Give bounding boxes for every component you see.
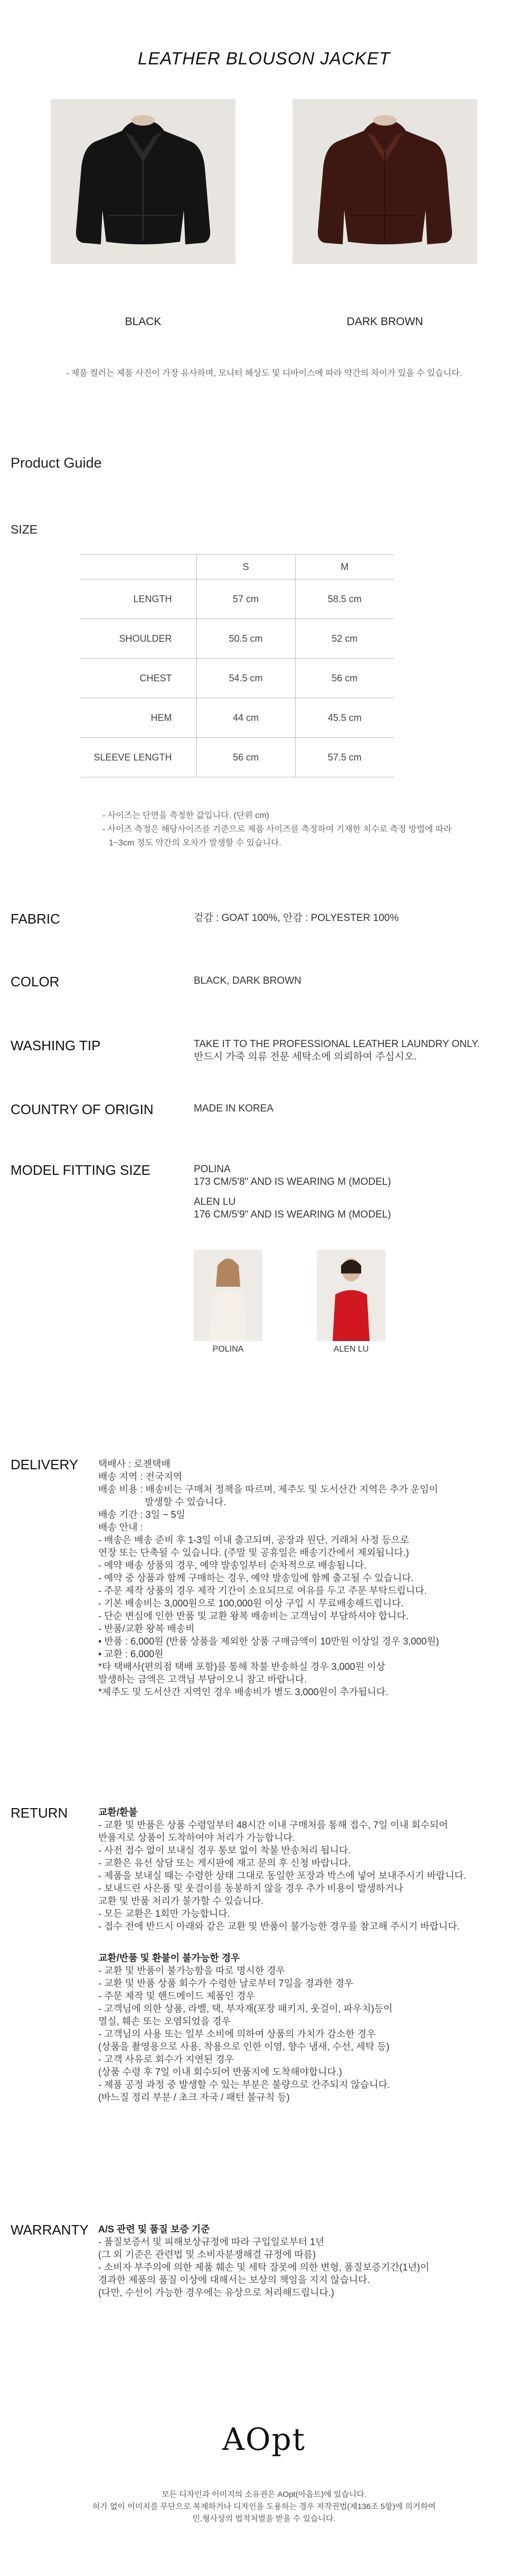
- delivery-line: • 반품 : 6,000원 (반품 상품을 제외한 상품 구매금액이 10만원 이상일 경우 3,000원): [98, 1636, 439, 1647]
- return-line: 반품지로 상품이 도착하여야 처리가 가능합니다.: [98, 1832, 295, 1843]
- row-label: LENGTH: [80, 579, 196, 619]
- warranty-line: - 소비자 부주의에 의한 제품 훼손 및 세탁 잘못에 의한 변형, 품질보증기간(1년)이: [98, 2262, 430, 2273]
- row-label: HEM: [80, 698, 196, 738]
- cell-m: 57.5 cm: [295, 738, 394, 777]
- cell-m: 58.5 cm: [295, 579, 394, 619]
- return-label: RETURN: [11, 1805, 68, 1821]
- delivery-line: - 반품/교환 왕복 배송비: [98, 1623, 195, 1634]
- washing-tip-en: TAKE IT TO THE PROFESSIONAL LEATHER LAUNDRY ONLY.: [194, 1039, 480, 1050]
- table-row: [80, 619, 394, 659]
- color-caption-dark-brown: DARK BROWN: [346, 316, 423, 328]
- cell-s: 57 cm: [196, 579, 295, 619]
- warranty-heading: A/S 관련 및 품질 보증 기준: [98, 2224, 210, 2235]
- return-line: - 주문 제작 및 핸드메이드 제품인 경우: [98, 1991, 255, 2001]
- table-row: [80, 698, 394, 738]
- delivery-line: - 주문 제작 상품의 경우 제작 기간이 소요되므로 여유를 두고 주문 부탁드립니다.: [98, 1585, 427, 1596]
- delivery-line: - 예약 배송 상품의 경우, 예약 발송일부터 순차적으로 배송됩니다.: [98, 1560, 367, 1571]
- copyright-line: 모든 디자인과 이미지의 소유권은 AOpt(아옵트)에 있습니다.: [162, 2490, 366, 2499]
- copyright-notice: [0, 2488, 528, 2525]
- row-label: SHOULDER: [80, 619, 196, 659]
- fabric-label: FABRIC: [11, 911, 60, 927]
- delivery-line: 배송 비용 : 배송비는 구매처 정책을 따르며, 제주도 및 도서산간 지역은 추가 운임이: [98, 1484, 438, 1495]
- photo-notice: - 제품 컬러는 제품 사진이 가장 유사하며, 모니터 해상도 및 디바이스에 따라 약간의 차이가 있을 수 있습니다.: [66, 369, 462, 378]
- model-info: 173 CM/5'8" AND IS WEARING M (MODEL): [194, 1176, 391, 1187]
- model-name: POLINA: [194, 1164, 231, 1175]
- delivery-line: 발생하는 금액은 고객님 부담이오니 참고 바랍니다.: [98, 1674, 307, 1685]
- model-photo-polina: [194, 1250, 262, 1341]
- return-line: - 접수 전에 반드시 아래와 같은 교환 및 반품이 불가능한 경우를 참고해 주시기 바랍니다.: [98, 1921, 460, 1932]
- cell-s: 44 cm: [196, 698, 295, 738]
- return-line: 교환 및 반품 처리가 불가할 수 있습니다.: [98, 1896, 264, 1906]
- return-heading: 교환/환불: [98, 1807, 138, 1818]
- warranty-line: (그 외 기준은 관련법 및 소비자분쟁해결 규정에 따름): [98, 2249, 316, 2260]
- size-col-m: M: [295, 555, 394, 579]
- delivery-details: [98, 1458, 439, 1698]
- cell-m: 52 cm: [295, 619, 394, 659]
- model-photo-alen-lu: [317, 1250, 385, 1341]
- return-line: - 모든 교환은 1회만 가능합니다.: [98, 1908, 230, 1919]
- model-caption-alen-lu: ALEN LU: [333, 1345, 369, 1354]
- delivery-label: DELIVERY: [11, 1457, 79, 1472]
- non-returnable-heading: 교환/반품 및 환불이 불가능한 경우: [98, 1953, 240, 1963]
- delivery-line: *타 택배사(편의점 택배 포함)를 통해 착불 반송하실 경우 3,000원 이상: [98, 1661, 385, 1672]
- delivery-line: 배송 기간 : 3일 ~ 5일: [98, 1509, 185, 1520]
- return-line: - 사전 접수 없이 보내실 경우 통보 없이 착불 반송처리 됩니다.: [98, 1845, 351, 1856]
- washing-tip-value: [194, 1038, 480, 1063]
- return-line: - 고객님의 사용 또는 일부 소비에 의하여 상품의 가치가 감소한 경우: [98, 2029, 376, 2039]
- size-note-line: - 사이즈는 단면을 측정한 값입니다. (단위 cm): [102, 811, 269, 820]
- country-of-origin-label: COUNTRY OF ORIGIN: [11, 1101, 154, 1117]
- color-caption-black: BLACK: [125, 316, 162, 328]
- delivery-line: 배송 안내 :: [98, 1522, 143, 1533]
- delivery-line: *제주도 및 도서산간 지역인 경우 배송비가 별도 3,000원이 추가됩니다.: [98, 1687, 389, 1697]
- copyright-line: 민,형사상의 법적처벌을 받을 수 있습니다.: [192, 2514, 336, 2523]
- country-of-origin-value: MADE IN KOREA: [194, 1103, 274, 1114]
- cell-s: 50.5 cm: [196, 619, 295, 659]
- product-title: LEATHER BLOUSON JACKET: [138, 49, 390, 68]
- return-line: (바느질 정리 부분 / 초크 자국 / 패턴 불규칙 등): [98, 2092, 290, 2103]
- delivery-line: 발생할 수 있습니다.: [145, 1497, 227, 1507]
- warranty-line: 경과한 제품의 품질 이상에 대해서는 보상의 책임을 지지 않습니다.: [98, 2275, 370, 2285]
- delivery-line: 택배사 : 로젠택배: [98, 1459, 171, 1469]
- washing-tip-ko: 반드시 가죽 의류 전문 세탁소에 의뢰하여 주십시오.: [194, 1051, 417, 1062]
- delivery-line: - 배송은 배송 준비 후 1-3일 이내 출고되며, 공장과 원단, 거래처 사정 등으로: [98, 1535, 409, 1545]
- return-line: (상품 수령 후 7일 이내 회수되어 반품지에 도착해야합니다.): [98, 2067, 342, 2077]
- size-table-header: [80, 555, 394, 579]
- return-line: - 교환은 유선 상담 또는 게시판에 재고 문의 후 신청 바랍니다.: [98, 1858, 351, 1868]
- table-row: [80, 738, 394, 777]
- cell-s: 56 cm: [196, 738, 295, 777]
- black-jacket-image: [51, 99, 235, 264]
- product-guide-heading: Product Guide: [11, 455, 102, 471]
- delivery-line: - 단순 변심에 인한 반품 및 교환 왕복 배송비는 고객님이 부담하셔야 합니다.: [98, 1611, 409, 1621]
- return-line: - 제품을 보내실 때는 수령한 상태 그대로 동일한 포장과 박스에 넣어 보내주시기 바랍니다.: [98, 1870, 466, 1881]
- copyright-line: 허가 없이 이미지를 무단으로 복제하거나 디자인을 도용하는 경우 저작권법(제136조 5항)에 의거하여: [92, 2502, 436, 2511]
- size-table: [80, 554, 394, 777]
- warranty-line: (다만, 수선이 가능한 경우에는 유상으로 처리해드립니다.): [98, 2287, 334, 2298]
- washing-tip-label: WASHING TIP: [11, 1038, 101, 1053]
- table-row: [80, 579, 394, 619]
- return-line: - 고객님에 의한 상품, 라벨, 택, 부자재(포장 패키지, 웃걸이, 파우치)등이: [98, 2003, 393, 2014]
- delivery-line: • 교환 : 6,000원: [98, 1649, 164, 1659]
- warranty-line: - 품질보증서 및 피해보상규정에 따라 구입일로부터 1년: [98, 2237, 325, 2247]
- return-line: 멸실, 훼손 또는 오염되었을 경우: [98, 2016, 231, 2027]
- model-fitting-info: [194, 1163, 391, 1221]
- cell-m: 56 cm: [295, 659, 394, 698]
- size-notes: [102, 809, 451, 850]
- return-line: - 고객 사유로 회수가 지연된 경우: [98, 2054, 234, 2065]
- return-details: [98, 1806, 466, 2104]
- return-line: - 교환 및 반품은 상품 수령일부터 48시간 이내 구매처를 통해 접수, 7일 이내 회수되어: [98, 1820, 448, 1830]
- color-label: COLOR: [11, 974, 60, 990]
- model-caption-polina: POLINA: [212, 1345, 244, 1354]
- warranty-details: [98, 2223, 429, 2299]
- table-row: [80, 659, 394, 698]
- size-heading: SIZE: [11, 522, 38, 536]
- row-label: CHEST: [80, 659, 196, 698]
- row-label: SLEEVE LENGTH: [80, 738, 196, 777]
- fabric-value: 겉감 : GOAT 100%, 안감 : POLYESTER 100%: [194, 912, 399, 924]
- dark-brown-jacket-image: [293, 99, 477, 264]
- warranty-label: WARRANTY: [11, 2222, 89, 2238]
- size-note-line: - 사이즈 측정은 해당사이즈를 기준으로 제품 사이즈를 측정하여 기재한 치수로 측정 방법에 따라: [102, 825, 452, 834]
- cell-m: 45.5 cm: [295, 698, 394, 738]
- size-col-s: S: [196, 555, 295, 579]
- brand-logo: AOpt: [222, 2421, 306, 2457]
- delivery-line: 연장 또는 단축될 수 있습니다. (주말 및 공휴일은 배송기간에서 제외됩니다.): [98, 1547, 409, 1558]
- delivery-line: - 예약 중 상품과 함께 구매하는 경우, 예약 발송일에 함께 출고될 수 있습니다.: [98, 1573, 414, 1583]
- return-line: - 교환 및 반품 상품 회수가 수령한 날로부터 7일을 경과한 경우: [98, 1978, 354, 1989]
- model-fitting-size-label: MODEL FITTING SIZE: [11, 1162, 150, 1178]
- return-line: (상품을 촬영용으로 사용, 착용으로 인한 이염, 향수 냄새, 수선, 세탁 등): [98, 2041, 390, 2052]
- cell-s: 54.5 cm: [196, 659, 295, 698]
- model-name: ALEN LU: [194, 1196, 236, 1208]
- delivery-line: 배송 지역 : 전국지역: [98, 1471, 183, 1482]
- model-info: 176 CM/5'9" AND IS WEARING M (MODEL): [194, 1209, 391, 1220]
- delivery-line: - 기본 배송비는 3,000원으로 100,000원 이상 구입 시 무료배송해드립니다.: [98, 1598, 404, 1609]
- return-line: - 보내드린 사은품 및 웃걸이를 동봉하지 않을 경우 추가 비용이 발생하거나: [98, 1883, 403, 1894]
- size-note-line: 1~3cm 정도 약간의 오차가 발생할 수 있습니다.: [109, 839, 281, 848]
- color-value: BLACK, DARK BROWN: [194, 975, 301, 986]
- return-line: - 제품 공정 과정 중 발생할 수 있는 부분은 불량으로 간주되지 않습니다.: [98, 2079, 390, 2090]
- return-line: - 교환 및 반품이 불가능함을 따로 명시한 경우: [98, 1965, 285, 1976]
